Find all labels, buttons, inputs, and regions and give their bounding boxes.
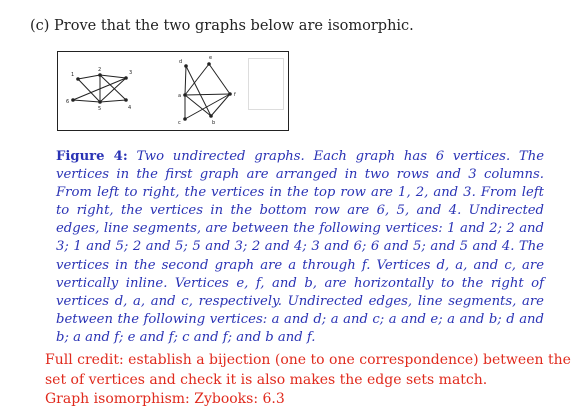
vertex-label-5: 5 (98, 106, 102, 112)
note-line-1: Full credit: establish a bijection (one to one correspondence) between the (45, 352, 571, 368)
edge-d-b (186, 66, 211, 116)
vertex-label-f: f (234, 92, 236, 98)
figure-label: Figure 4: (56, 149, 128, 164)
empty-panel (248, 58, 284, 110)
edge-a-d (185, 66, 186, 95)
vertex-b (209, 114, 213, 118)
vertex-label-b: b (212, 120, 216, 126)
vertex-5 (98, 100, 102, 104)
graph1-edges (73, 75, 126, 102)
edge-e-f (209, 64, 230, 94)
edge-c-f (185, 94, 230, 119)
graph2-edges (185, 64, 230, 119)
note-line-2: set of vertices and check it is also makes the edge sets match. (45, 371, 488, 388)
question-text: (c) Prove that the two graphs below are isomorphic. (30, 18, 414, 34)
edge-6-5 (73, 100, 100, 102)
vertex-label-d: d (179, 59, 183, 65)
edge-a-f (185, 94, 230, 95)
vertex-1 (76, 77, 80, 81)
vertex-label-3: 3 (129, 70, 133, 76)
edge-5-4 (100, 100, 126, 102)
figure-caption (56, 148, 544, 347)
edge-a-b (185, 95, 211, 116)
edge-b-f (211, 94, 230, 116)
vertex-3 (124, 76, 128, 80)
vertex-label-1: 1 (71, 72, 75, 78)
vertex-a (183, 93, 187, 97)
vertex-e (207, 62, 211, 66)
edge-2-3 (100, 75, 126, 78)
figure-4 (57, 51, 289, 131)
graph2-vertices (183, 62, 232, 121)
edge-1-2 (78, 75, 100, 79)
vertex-label-a: a (178, 93, 182, 99)
edge-5-3 (100, 78, 126, 102)
vertex-f (228, 92, 232, 96)
vertex-label-2: 2 (98, 67, 102, 73)
vertex-6 (71, 98, 75, 102)
caption-text: Two undirected graphs. Each graph has 6 vertices. The vertices in the first graph are arranged in two rows and 3 columns. From left to right, the vertices in the top row are 1, 2, and 3. From left to right, the vertices in the bottom row are 6, 5, and 4. Undirected edges, line segments, are between the following vertices: 1 and 2; 2 and 3; 1 and 5; 2 and 5; 5 and 3; 2 and 4; 3 and 6; 6 and 5; and 5 and 4. The vertices in the second graph are a through f. Vertices d, a, and c, are vertically inline. Vertices e, f, and b, are horizontally to the right of vertices d, a, and c, respectively. Undirected edges, line segments, are between the following vertices: a and d; a and c; a and e; a and b; d and b; a and f; e and f; c and f; and b and f. (56, 149, 544, 345)
vertex-d (184, 64, 188, 68)
vertex-2 (98, 73, 102, 77)
grading-notes (45, 351, 571, 410)
vertex-4 (124, 98, 128, 102)
note-line-3: Graph isomorphism: Zybooks: 6.3 (45, 391, 285, 407)
edge-a-e (185, 64, 209, 95)
vertex-label-c: c (178, 120, 181, 126)
vertex-label-6: 6 (66, 99, 70, 105)
vertex-label-e: e (209, 55, 213, 61)
vertex-label-4: 4 (128, 105, 132, 111)
vertex-c (183, 117, 187, 121)
